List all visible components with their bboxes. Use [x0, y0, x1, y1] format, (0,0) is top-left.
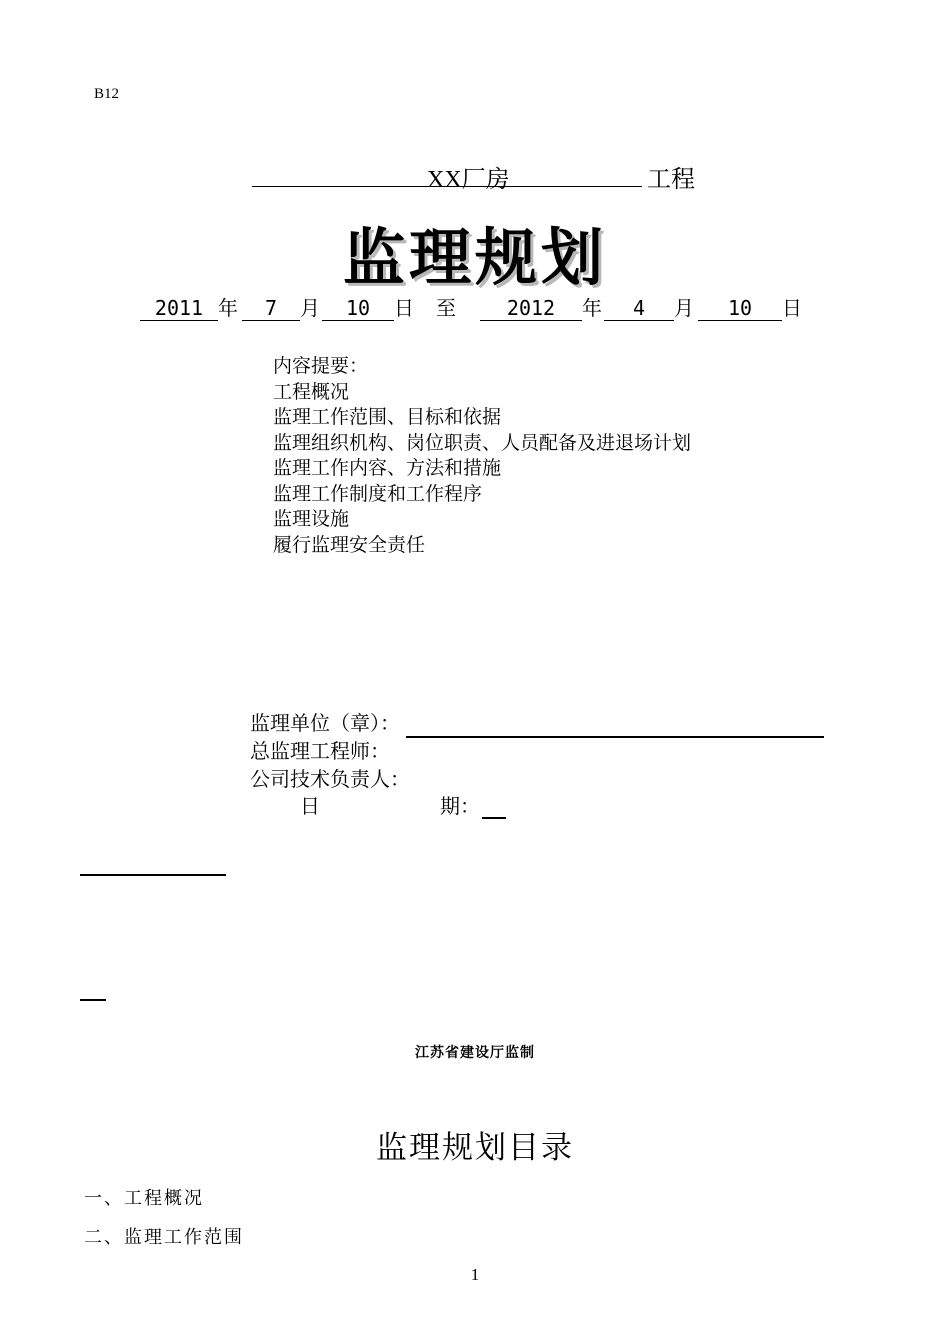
chief-engineer-label: 总监理工程师： — [250, 739, 390, 763]
project-line — [252, 157, 699, 193]
toc-title: 监理规划目录 — [376, 1130, 574, 1166]
start-day: 10 — [322, 296, 394, 321]
tech-lead-label: 公司技术负责人： — [250, 766, 410, 791]
to-label: 至 — [436, 296, 456, 320]
signature-block — [250, 710, 824, 821]
short-divider-line — [80, 999, 106, 1001]
month-label: 月 — [300, 296, 320, 320]
contents-item: 工程概况 — [273, 380, 350, 403]
document-title: 监理规划 — [342, 221, 607, 294]
date-label-b: 期： — [440, 794, 480, 818]
start-month: 7 — [242, 296, 300, 321]
day-label: 日 — [394, 296, 414, 320]
divider-line — [80, 874, 226, 876]
contents-item: 监理工作范围、目标和依据 — [273, 406, 502, 428]
contents-item: 监理工作内容、方法和措施 — [273, 457, 502, 479]
end-month: 4 — [604, 296, 674, 321]
contents-heading: 内容提要： — [273, 355, 369, 377]
contents-item: 监理组织机构、岗位职责、人员配备及进退场计划 — [273, 431, 692, 454]
document-code: B12 — [94, 86, 120, 102]
project-suffix: 工程 — [647, 167, 695, 193]
start-year: 2011 — [140, 296, 218, 321]
contents-item: 监理工作制度和工作程序 — [273, 482, 483, 505]
year-label: 年 — [218, 296, 238, 320]
toc-item: 二、监理工作范围 — [84, 1227, 244, 1248]
date-field[interactable] — [482, 817, 506, 819]
supervision-unit-label: 监理单位（章）： — [250, 711, 400, 735]
supervision-unit-field[interactable] — [406, 736, 824, 738]
project-name: XX厂房 — [427, 167, 510, 193]
contents-summary — [273, 354, 691, 558]
page-number: 1 — [470, 1265, 480, 1284]
year-label-2: 年 — [582, 296, 602, 320]
end-year: 2012 — [480, 296, 582, 321]
day-label-2: 日 — [782, 296, 802, 320]
contents-item: 监理设施 — [273, 508, 350, 530]
period-line — [140, 292, 820, 321]
toc-item: 一、工程概况 — [84, 1188, 204, 1209]
end-day: 10 — [698, 296, 782, 321]
month-label-2: 月 — [674, 296, 694, 320]
issuing-authority: 江苏省建设厅监制 — [415, 1045, 535, 1061]
date-label-a: 日 — [300, 794, 320, 818]
contents-item: 履行监理安全责任 — [273, 533, 426, 556]
